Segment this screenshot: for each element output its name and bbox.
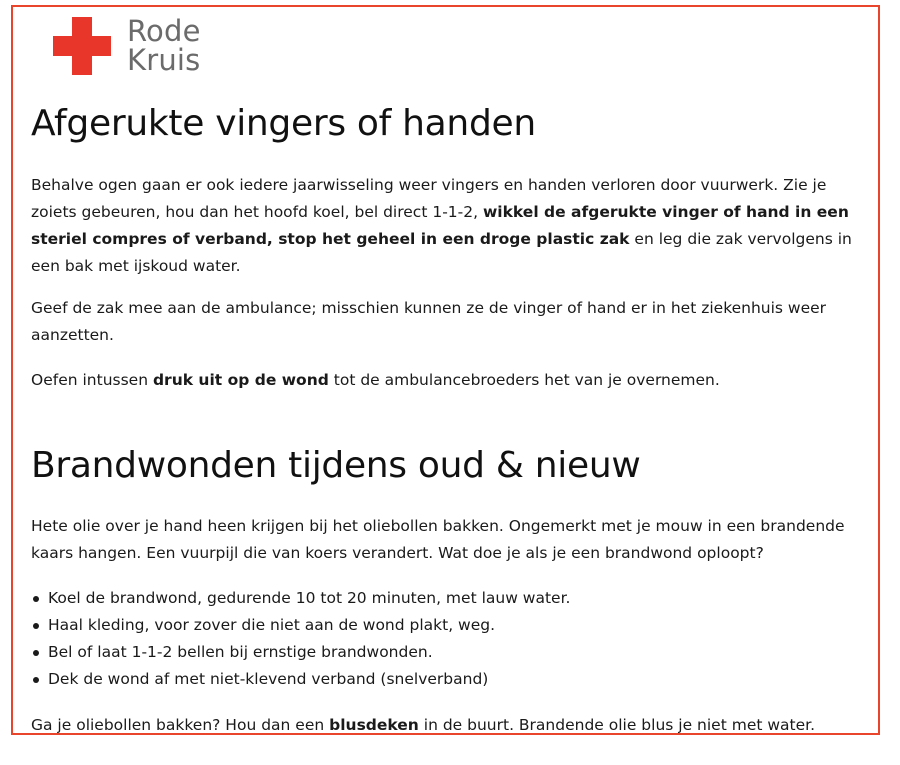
paragraph-text: Oefen intussen	[31, 371, 153, 389]
paragraph-text: Behalve ogen gaan er ook iedere jaarwisseling weer vingers en handen verloren door vuurwerk. Zie je zoiets gebeuren, hou dan het hoofd koel, bel direct 1-1-2,	[31, 176, 827, 221]
paragraph-text: en leg die zak vervolgens in een bak met ijskoud water.	[31, 230, 852, 275]
heading-afgerukte-vingers: Afgerukte vingers of handen	[31, 103, 536, 144]
paragraph-bold: druk uit op de wond	[152, 371, 329, 389]
paragraph-text: in de buurt. Brandende olie blus je niet met water.	[418, 716, 816, 734]
paragraph-vuurwerk	[31, 172, 871, 280]
logo-line-2: Kruis	[127, 43, 201, 77]
logo-wordmark	[127, 14, 201, 77]
paragraph-text: Ga je oliebollen bakken? Hou dan een	[31, 716, 330, 734]
list-item: Dek de wond af met niet-klevend verband (snelverband)	[31, 666, 570, 693]
paragraph-bold: blusdeken	[329, 716, 419, 734]
paragraph-blusdeken	[31, 712, 871, 739]
paragraph-hete-olie: Hete olie over je hand heen krijgen bij het oliebollen bakken. Ongemerkt met je mouw in een brandende kaars hangen. Een vuurpijl die van koers verandert. Wat doe je als je een brandwond oploopt?	[31, 517, 845, 562]
brandwond-steps-list	[31, 585, 570, 693]
heading-brandwonden: Brandwonden tijdens oud & nieuw	[31, 445, 641, 486]
paragraph-druk-op-wond	[31, 367, 871, 394]
list-item: Koel de brandwond, gedurende 10 tot 20 minuten, met lauw water.	[31, 585, 570, 612]
article-frame	[11, 5, 880, 735]
paragraph-text: tot de ambulancebroeders het van je overnemen.	[328, 371, 720, 389]
paragraph-ambulance: Geef de zak mee aan de ambulance; misschien kunnen ze de vinger of hand er in het ziekenhuis weer aanzetten.	[31, 299, 827, 344]
paragraph-bold: wikkel de afgerukte vinger of hand in een steriel compres of verband, stop het geheel in een droge plastic zak	[31, 203, 849, 248]
list-item: Haal kleding, voor zover die niet aan de wond plakt, weg.	[31, 612, 570, 639]
list-item: Bel of laat 1-1-2 bellen bij ernstige brandwonden.	[31, 639, 570, 666]
red-cross-icon	[53, 17, 111, 75]
logo-line-1: Rode	[127, 14, 201, 48]
rode-kruis-logo[interactable]	[53, 14, 201, 78]
